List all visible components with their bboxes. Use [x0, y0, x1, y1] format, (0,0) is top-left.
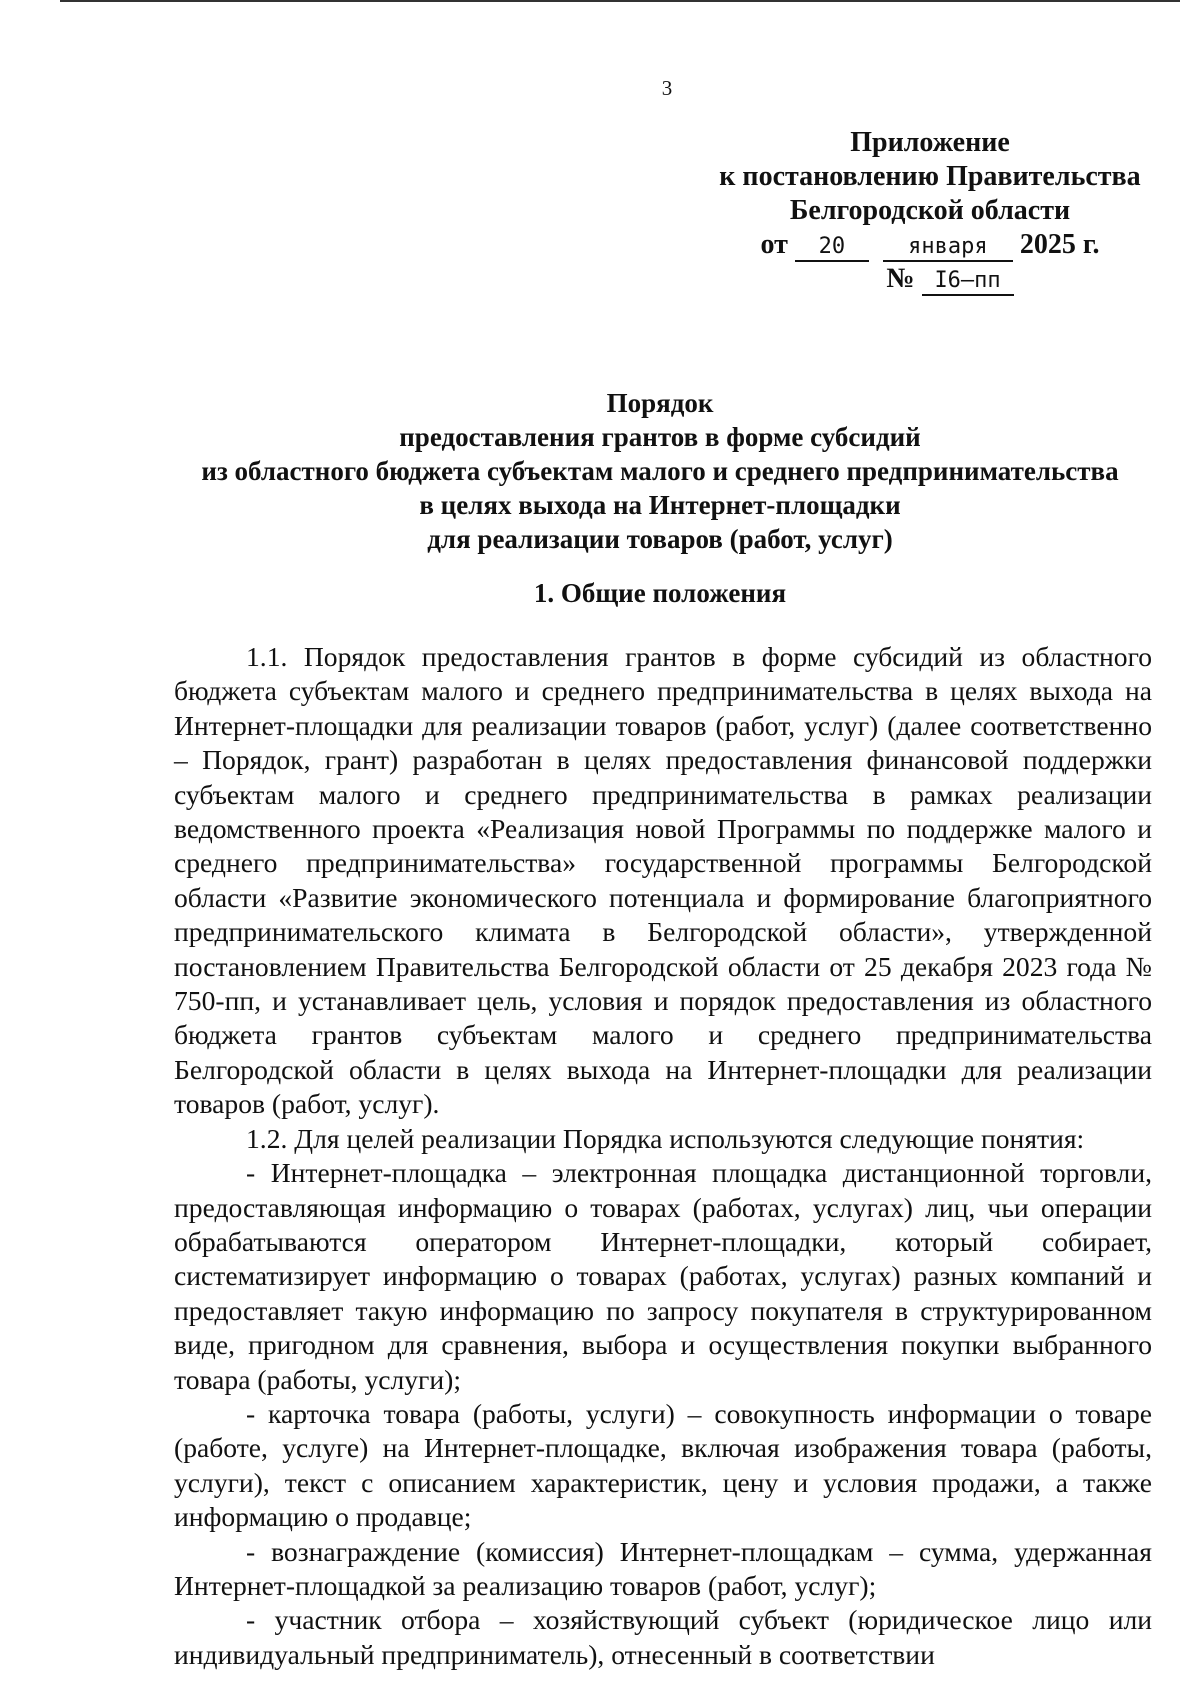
section-heading: 1. Общие положения: [533, 578, 787, 608]
document-title: [170, 386, 1150, 556]
title-line: для реализации товаров (работ, услуг): [427, 524, 893, 554]
date-month: января: [883, 234, 1013, 262]
title-line: предоставления грантов в форме субсидий: [399, 422, 921, 452]
definition-item: - карточка товара (работы, услуги) – совокупность информации о товаре (работе, услуге) на Интернет-площадке, включая изображения товара (работы, услуги), текст с описанием характеристик, цену и условия продажи, а также информацию о продавце;: [174, 1397, 1152, 1533]
appendix-header: [700, 126, 1160, 296]
page-number: 3: [661, 76, 673, 100]
title-line: из областного бюджета субъектам малого и среднего предпринимательства: [201, 456, 1119, 486]
appendix-region-line: Белгородской области: [789, 195, 1071, 226]
date-year: 2025 г.: [1019, 229, 1100, 260]
title-line: в целях выхода на Интернет-площадки: [419, 490, 901, 520]
paragraph: 1.2. Для целей реализации Порядка используются следующие понятия:: [246, 1122, 1085, 1154]
document-body: [174, 640, 1152, 1672]
document-number: I6–пп: [922, 268, 1014, 296]
scan-top-edge: [60, 0, 1180, 2]
definition-item: - Интернет-площадка – электронная площадка дистанционной торговли, предоставляющая информацию о товарах (работах, услугах) лиц, чьи операции обрабатываются оператором Интернет-площадки, который собирает, систематизирует информацию о товарах (работах, услугах) разных компаний и предоставляет такую информацию по запросу покупателя в структурированном виде, пригодном для сравнения, выбора и осуществления покупки выбранного товара (работы, услуги);: [174, 1157, 1152, 1395]
appendix-resolution-line: к постановлению Правительства: [719, 161, 1141, 192]
definition-item: - вознаграждение (комиссия) Интернет-площадкам – сумма, удержанная Интернет-площадкой за реализацию товаров (работ, услуг);: [174, 1535, 1152, 1601]
date-day: 20: [795, 234, 869, 262]
appendix-number-line: [700, 262, 1160, 296]
appendix-date-line: [700, 228, 1160, 262]
date-prefix: от: [760, 229, 788, 260]
paragraph: 1.1. Порядок предоставления грантов в форме субсидий из областного бюджета субъектам малого и среднего предпринимательства в целях выхода на Интернет-площадки для реализации товаров (работ, услуг) (далее соответственно – Порядок, грант) разработан в целях предоставления финансовой поддержки субъектам малого и среднего предпринимательства в рамках реализации ведомственного проекта «Реализация новой Программы по поддержке малого и среднего предпринимательства» государственной программы Белгородской области «Развитие экономического потенциала и формирование благоприятного предпринимательского климата в Белгородской области», утвержденной постановлением Правительства Белгородской области от 25 декабря 2023 года № 750-пп, и устанавливает цель, условия и порядок предоставления из областного бюджета грантов субъектам малого и среднего предпринимательства Белгородской области в целях выхода на Интернет-площадки для реализации товаров (работ, услуг).: [174, 641, 1152, 1120]
appendix-title: Приложение: [850, 127, 1010, 158]
number-prefix: №: [886, 263, 915, 294]
title-line: Порядок: [606, 388, 714, 418]
definition-item: - участник отбора – хозяйствующий субъект (юридическое лицо или индивидуальный предприниматель), отнесенный в соответствии: [174, 1604, 1152, 1670]
